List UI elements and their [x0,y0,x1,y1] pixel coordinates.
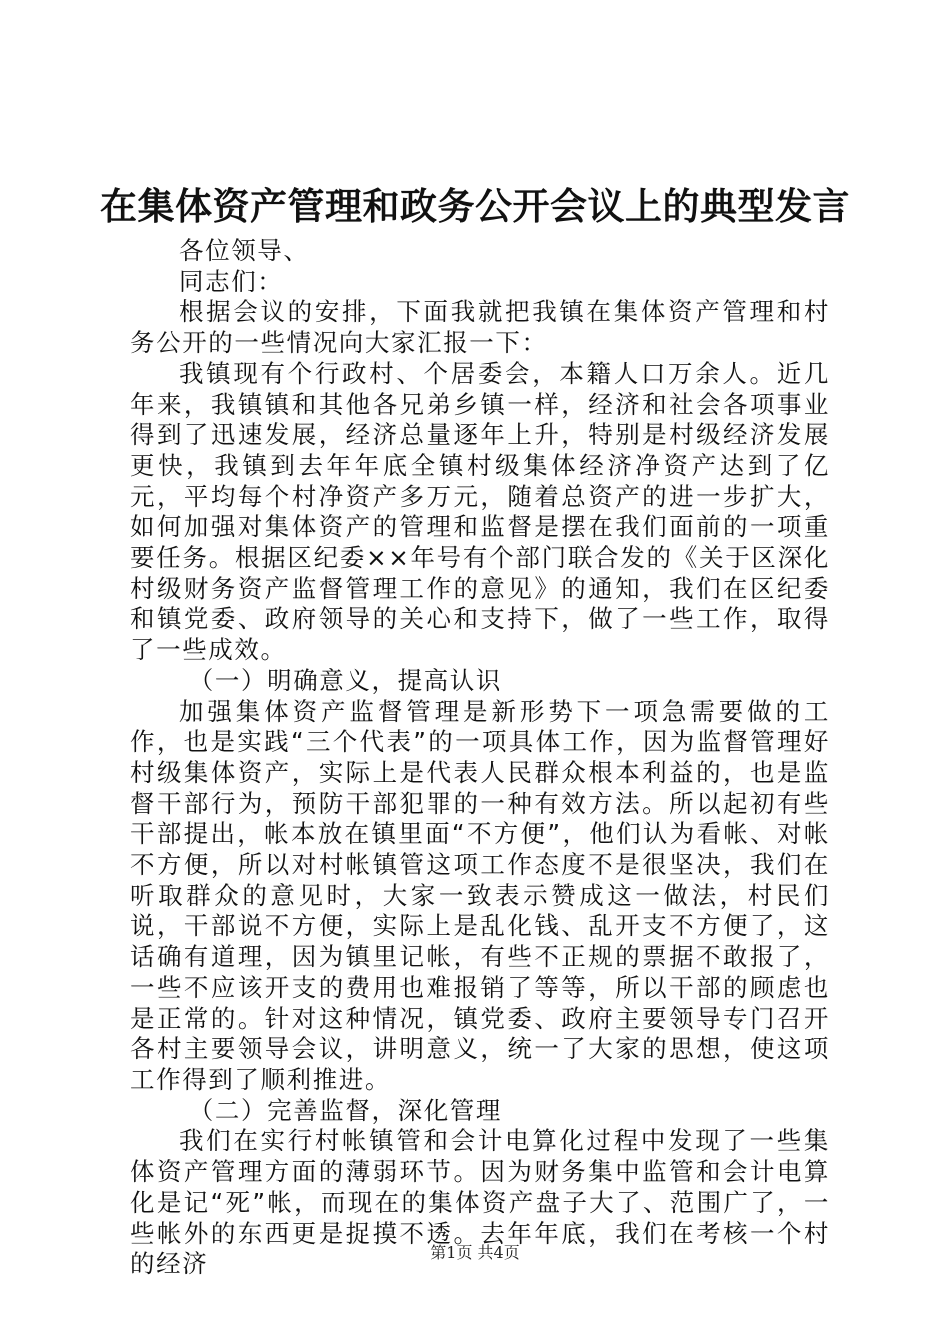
intro-paragraph: 根据会议的安排，下面我就把我镇在集体资产管理和村务公开的一些情况向大家汇报一下： [130,297,830,358]
section-heading-1: （一）明确意义，提高认识 [188,665,502,695]
section-2-paragraph: 我们在实行村帐镇管和会计电算化过程中发现了一些集体资产管理方面的薄弱环节。因为财务集中监管和会计电算化是记“死”帐，而现在的集体资产盘子大了、范围广了，一些帐外的东西更是捉摸不透。去年年底，我们在考核一个村的经济 [130,1126,830,1279]
salutation-line-2: 同志们： [179,266,284,296]
document-title: 在集体资产管理和政务公开会议上的典型发言 [100,184,850,228]
section-heading-2: （二）完善监督，深化管理 [188,1095,502,1125]
section-1-paragraph: 加强集体资产监督管理是新形势下一项急需要做的工作，也是实践“三个代表”的一项具体工作，因为监督管理好村级集体资产，实际上是代表人民群众根本利益的，也是监督干部行为，预防干部犯罪的一种有效方法。所以起初有些干部提出，帐本放在镇里面“不方便”，他们认为看帐、对帐不方便，所以对村帐镇管这项工作态度不是很坚决，我们在听取群众的意见时，大家一致表示赞成这一做法，村民们说，干部说不方便，实际上是乱化钱、乱开支不方便了，这话确有道理，因为镇里记帐，有些不正规的票据不敢报了，一些不应该开支的费用也难报销了等等，所以干部的顾虑也是正常的。针对这种情况，镇党委、政府主要领导专门召开各村主要领导会议，讲明意义，统一了大家的思想，使这项工作得到了顺利推进。 [130,696,830,1094]
page-number-footer: 第1页 共4页 [430,1243,520,1262]
background-paragraph: 我镇现有个行政村、个居委会，本籍人口万余人。近几年来，我镇镇和其他各兄弟乡镇一样，经济和社会各项事业得到了迅速发展，经济总量逐年上升，特别是村级经济发展更快，我镇到去年年底全镇村级集体经济净资产达到了亿元，平均每个村净资产多万元，随着总资产的进一步扩大，如何加强对集体资产的管理和监督是摆在我们面前的一项重要任务。根据区纪委××年号有个部门联合发的《关于区深化村级财务资产监督管理工作的意见》的通知，我们在区纪委和镇党委、政府领导的关心和支持下，做了一些工作，取得了一些成效。 [130,358,830,665]
salutation-line-1: 各位领导、 [179,236,310,265]
document-body [130,236,830,1280]
